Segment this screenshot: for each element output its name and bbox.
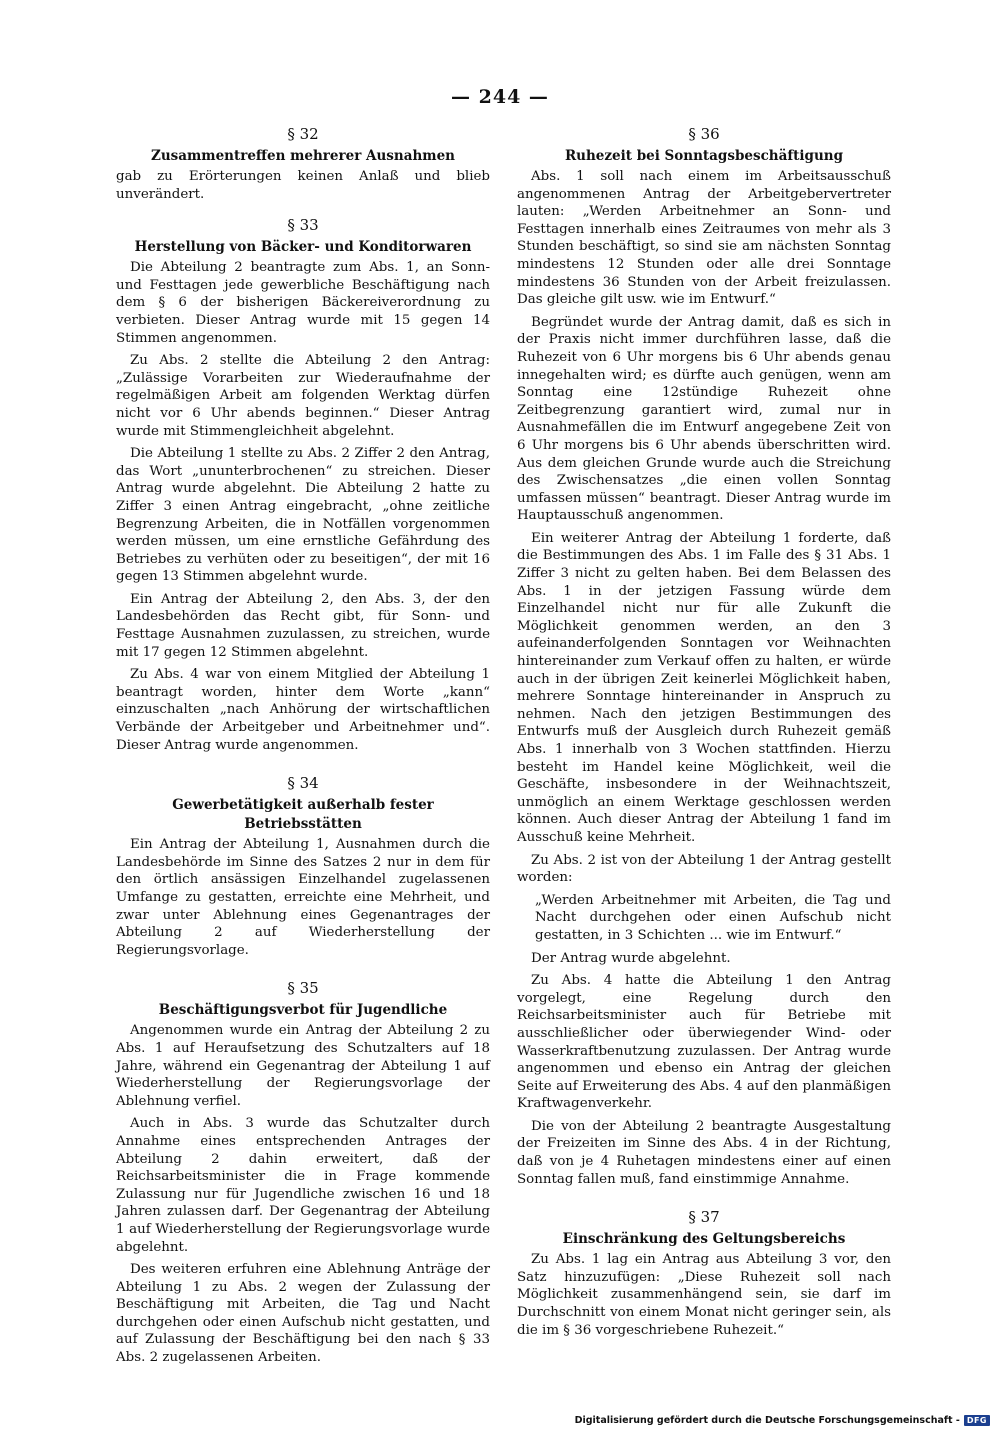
paragraph: Zu Abs. 2 ist von der Abteilung 1 der Antrag gestellt worden: <box>517 852 891 886</box>
section-title: Zusammentreffen mehrerer Ausnahmen <box>151 148 455 164</box>
quoted-proposal: „Werden Arbeitnehmer mit Arbeiten, die Tag und Nacht durchgehen oder einen Aufschub nicht gestatten, in 3 Schichten ... wie im Entwurf.“ <box>535 892 891 943</box>
paragraph: Zu Abs. 2 stellte die Abteilung 2 den Antrag: „Zulässige Vorarbeiten zur Wiederaufnahme der regelmäßigen Arbeit am folgenden Werktag dürfen nicht vor 6 Uhr abends beginnen.“ Dieser Antrag wurde mit Stimmengleichheit abgelehnt. <box>116 353 490 439</box>
section-34 <box>116 773 490 959</box>
paragraph: Die von der Abteilung 2 beantragte Ausgestaltung der Freizeiten im Sinne des Abs. 4 in der Richtung, daß von je 4 Ruhetagen mindestens einer auf einen Sonntag fallen muß, fand einstimmige Annahme. <box>517 1118 891 1187</box>
section-title: Gewerbetätigkeit außerhalb fester Betriebsstätten <box>172 797 434 833</box>
paragraph: Ein Antrag der Abteilung 2, den Abs. 3, der den Landesbehörden das Recht gibt, für Sonn- und Festtage Ausnahmen zuzulassen, zu streichen, wurde mit 17 gegen 12 Stimmen abgelehnt. <box>116 591 490 660</box>
paragraph: Auch in Abs. 3 wurde das Schutzalter durch Annahme eines entsprechenden Antrages der Abteilung 2 dahin erweitert, daß der Reichsarbeitsminister die in Frage kommende Zulassung nur für Jugendliche zwischen 16 und 18 Jahren zulassen darf. Der Gegenantrag der Abteilung 1 auf Wiederherstellung der Regierungsvorlage wurde abgelehnt. <box>116 1116 490 1255</box>
section-title: Beschäftigungsverbot für Jugendliche <box>158 1002 448 1019</box>
paragraph: Zu Abs. 4 war von einem Mitglied der Abteilung 1 beantragt worden, hinter dem Worte „kann“ einzuschalten „nach Anhörung der wirtschaftlichen Verbände der Arbeitgeber und Arbeitnehmer und“. Dieser Antrag wurde angenommen. <box>116 667 490 753</box>
section-32 <box>116 124 490 203</box>
left-column <box>116 124 490 1372</box>
section-number: § 35 <box>287 979 319 998</box>
section-36 <box>517 124 891 1188</box>
section-35 <box>116 978 490 1366</box>
section-33 <box>116 215 490 754</box>
footer-text: Digitalisierung gefördert durch die Deutsche Forschungsgemeinschaft - <box>574 1415 960 1426</box>
paragraph: Des weiteren erfuhren eine Ablehnung Anträge der Abteilung 1 zu Abs. 2 wegen der Zulassung der Beschäftigung mit Arbeiten, die Tag und Nacht durchgehen oder einen Aufschub nicht gestatten, und auf Zulassung der Beschäftigung bei den nach § 33 Abs. 2 zugelassenen Arbeiten. <box>116 1262 490 1366</box>
section-title: Ruhezeit bei Sonntagsbeschäftigung <box>564 148 844 164</box>
paragraph: Angenommen wurde ein Antrag der Abteilung 2 zu Abs. 1 auf Heraufsetzung des Schutzalters auf 18 Jahre, während ein Gegenantrag der Abteilung 1 auf Wiederherstellung der Regierungsvorlage der Ablehnung verfiel. <box>116 1023 490 1109</box>
paragraph: gab zu Erörterungen keinen Anlaß und blieb unverändert. <box>116 169 490 202</box>
section-number: § 33 <box>287 216 319 235</box>
paragraph: Zu Abs. 4 hatte die Abteilung 1 den Antrag vorgelegt, eine Regelung durch den Reichsarbeitsminister auch für Betriebe mit ausschließlicher oder überwiegender Wind- oder Wasserkraftbenutzung zuzulassen. Der Antrag wurde angenommen und ebenso ein Antrag der gleichen Seite auf Erweiterung des Abs. 4 auf den planmäßigen Kraftwagenverkehr. <box>517 973 891 1112</box>
page-number: — 244 — <box>451 86 549 108</box>
paragraph: Ein Antrag der Abteilung 1, Ausnahmen durch die Landesbehörde im Sinne des Satzes 2 nur in dem für den örtlich ansässigen Einzelhandel zugelassenen Umfange zu gestatten, erreichte eine Mehrheit, und zwar unter Ablehnung eines Gegenantrages der Abteilung 2 auf Wiederherstellung der Regierungsvorlage. <box>116 837 490 958</box>
paragraph: Die Abteilung 2 beantragte zum Abs. 1, an Sonn- und Festtagen jede gewerbliche Beschäftigung nach dem § 6 der bisherigen Bäckereiverordnung zu verbieten. Dieser Antrag wurde mit 15 gegen 14 Stimmen angenommen. <box>116 260 490 346</box>
section-title: Herstellung von Bäcker- und Konditorwaren <box>134 239 472 256</box>
right-column <box>517 124 891 1344</box>
section-37 <box>517 1207 891 1339</box>
dfg-logo-icon: DFG <box>964 1415 990 1426</box>
paragraph: Die Abteilung 1 stellte zu Abs. 2 Ziffer 2 den Antrag, das Wort „ununterbrochenen“ zu streichen. Dieser Antrag wurde abgelehnt. Die Abteilung 2 hatte zu Ziffer 3 einen Antrag eingebracht, „ohne zeitliche Begrenzung Arbeiten, die in Notfällen vorgenommen werden müssen, um eine ernstliche Gefährdung des Betriebes zu verhüten oder zu beseitigen“, der mit 16 gegen 13 Stimmen abgelehnt wurde. <box>116 446 490 585</box>
section-number: § 37 <box>688 1208 720 1227</box>
section-number: § 36 <box>688 125 720 143</box>
section-number: § 34 <box>287 774 319 793</box>
paragraph: Der Antrag wurde abgelehnt. <box>531 950 731 966</box>
paragraph: Zu Abs. 1 lag ein Antrag aus Abteilung 3 vor, den Satz hinzuzufügen: „Diese Ruhezeit soll nach Möglichkeit zusammenhängend sein, sie darf im Durchschnitt von einem Monat nicht geringer sein, als die im § 36 vorgeschriebene Ruhezeit.“ <box>517 1252 891 1338</box>
paragraph: Abs. 1 soll nach einem im Arbeitsausschuß angenommenen Antrag der Arbeitgebervertreter lauten: „Werden Arbeitnehmer an Sonn- und Festtagen innerhalb eines Zeitraumes von mehr als 3 Stunden beschäftigt, so sind sie am nächsten Sonntag mindestens 12 Stunden oder alle drei Sonntage mindestens 36 Stunden von der Arbeit freizulassen. Das gleiche gilt usw. wie im Entwurf.“ <box>517 169 891 308</box>
section-number: § 32 <box>287 125 319 143</box>
paragraph: Ein weiterer Antrag der Abteilung 1 forderte, daß die Bestimmungen des Abs. 1 im Falle des § 31 Abs. 1 Ziffer 3 nicht zu gelten haben. Bei dem Belassen des Abs. 1 in der jetzigen Fassung würde dem Einzelhandel nicht nur für alle Zukunft die Möglichkeit genommen werden, an den 3 aufeinanderfolgenden Sonntagen vor Weihnachten hintereinander zum Verkauf offen zu halten, er würde auch in der übrigen Zeit keinerlei Möglichkeit haben, mehrere Sonntage hintereinander in Anspruch zu nehmen. Nach den jetzigen Bestimmungen des Entwurfs muß der Ausgleich durch Ruhezeit gemäß Abs. 1 innerhalb von 3 Wochen stattfinden. Hierzu besteht im Handel keine Möglichkeit, weil die Geschäfte, insbesondere in der Weihnachtszeit, unmöglich an einem Werktage geschlossen werden können. Auch dieser Antrag der Abteilung 1 fand im Ausschuß keine Mehrheit. <box>517 530 891 845</box>
digitization-footer <box>575 1415 990 1426</box>
section-title: Einschränkung des Geltungsbereichs <box>562 1231 846 1248</box>
paragraph: Begründet wurde der Antrag damit, daß es sich in der Praxis nicht immer durchführen lasse, daß die Ruhezeit von 6 Uhr morgens bis 6 Uhr abends genau innegehalten wird; es dürfte auch genügen, wenn am Sonntag eine 12stündige Ruhezeit ohne Zeitbegrenzung garantiert wird, zumal nur in Ausnahmefällen die im Entwurf angegebene Zeit von 6 Uhr morgens bis 6 Uhr abends überschritten wird. Aus dem gleichen Grunde wurde auch die Streichung des Zwischensatzes „die einen vollen Sonntag umfassen müssen“ beantragt. Dieser Antrag wurde im Hauptausschuß angenommen. <box>517 314 891 524</box>
